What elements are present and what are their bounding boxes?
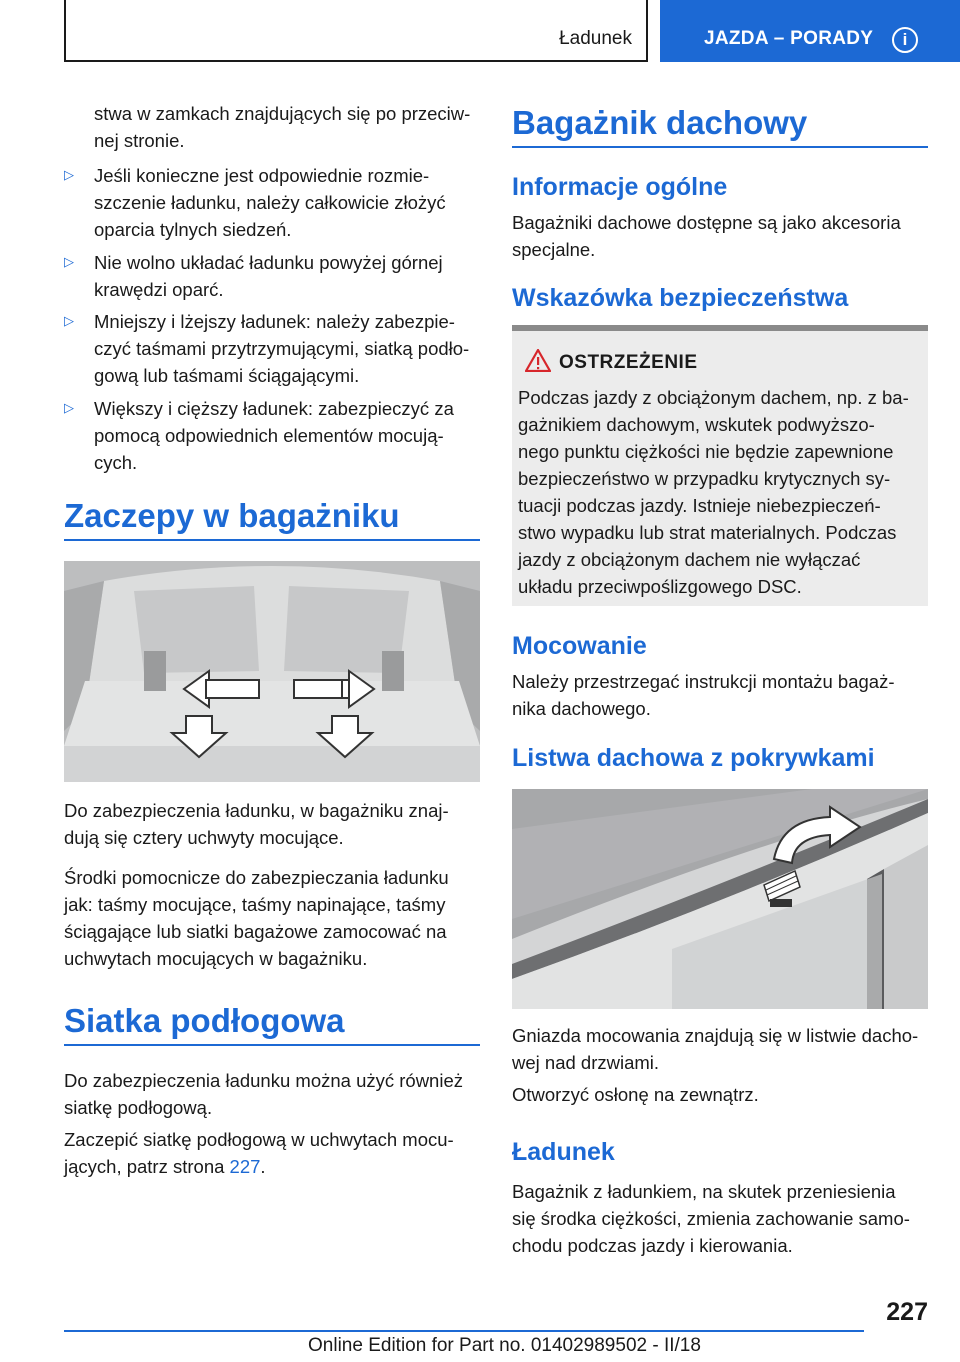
bullet-2-line-1: Nie wolno układać ładunku powyżej górnej (94, 252, 443, 273)
warning-line-4: bezpieczeństwo w przypadku krytycznych sy- (518, 468, 891, 489)
siatka-p2-prefix: jących, patrz strona (64, 1156, 230, 1177)
warning-top-bar (512, 325, 928, 331)
bullet-3-line-2: czyć taśmami przytrzymującymi, siatką podło- (94, 338, 470, 359)
siatka-p1-line-2: siatkę podłogową. (64, 1097, 213, 1118)
bullet-marker-icon: ▷ (64, 167, 74, 182)
warning-line-6: stwo wypadku lub strat materialnych. Podczas (518, 522, 897, 543)
listwa-p1-line-1: Gniazda mocowania znajdują się w listwie dacho- (512, 1025, 919, 1046)
bullet-4-line-2: pomocą odpowiednich elementów mocują- (94, 425, 444, 446)
ladunek-line-2: się środka ciężkości, zmienia zachowanie samo- (512, 1208, 910, 1229)
header-section-box (64, 0, 648, 62)
heading-rule (64, 1044, 480, 1046)
warning-box (512, 325, 928, 606)
warning-title: OSTRZEŻENIE (559, 352, 698, 373)
bullet-1-line-2: szczenie ładunku, należy całkowicie złożyć (94, 192, 446, 213)
bullet-4-line-3: cych. (94, 452, 138, 473)
warning-triangle-icon (525, 349, 551, 372)
ladunek-line-1: Bagażnik z ładunkiem, na skutek przeniesienia (512, 1181, 896, 1202)
heading-rule (512, 146, 928, 148)
bullet-4-line-1: Większy i cięższy ładunek: zabezpieczyć za (94, 398, 454, 419)
intro-line-1: stwa w zamkach znajdujących się po przeciw- (94, 103, 471, 124)
mocowanie-line-2: nika dachowego. (512, 698, 651, 719)
informacje-line-1: Bagażniki dachowe dostępne są jako akcesoria (512, 212, 901, 233)
bullet-1-line-1: Jeśli konieczne jest odpowiednie rozmie- (94, 165, 430, 186)
heading-informacje: Informacje ogólne (512, 173, 728, 201)
bullet-3-line-3: gową lub taśmami ściągającymi. (94, 365, 360, 386)
page-link[interactable]: 227 (229, 1156, 261, 1177)
heading-rule (64, 539, 480, 541)
header-chapter-title[interactable]: JAZDA – PORADY (704, 28, 874, 49)
warning-line-5: tuacji podczas jazdy. Istnieje niebezpieczeń- (518, 495, 881, 516)
zaczepy-p2-line-2: jak: taśmy mocujące, taśmy napinające, taśmy (64, 894, 446, 915)
info-icon[interactable]: i (892, 27, 918, 53)
roof-rail-illustration-svg (512, 789, 928, 1009)
informacje-line-2: specjalne. (512, 239, 596, 260)
bullet-3-line-1: Mniejszy i lżejszy ładunek: należy zabezpie- (94, 311, 455, 332)
siatka-p2-line-1: Zaczepić siatkę podłogową w uchwytach mocu- (64, 1129, 454, 1150)
warning-line-1: Podczas jazdy z obciążonym dachem, np. z ba- (518, 387, 909, 408)
bullet-1-line-3: oparcia tylnych siedzeń. (94, 219, 292, 240)
warning-line-2: gażnikiem dachowym, wskutek podwyższo- (518, 414, 875, 435)
trunk-illustration (64, 561, 480, 782)
bullet-2-line-2: krawędzi oparć. (94, 279, 224, 300)
zaczepy-p2-line-1: Środki pomocnicze do zabezpieczania ładunku (64, 867, 449, 888)
bullet-marker-icon: ▷ (64, 313, 74, 328)
zaczepy-p2-line-4: uchwytach mocujących w bagażniku. (64, 948, 368, 969)
ladunek-line-3: chodu podczas jazdy i kierowania. (512, 1235, 793, 1256)
zaczepy-p1-line-2: dują się cztery uchwyty mocujące. (64, 827, 344, 848)
heading-siatka: Siatka podłogowa (64, 1002, 345, 1039)
bullet-marker-icon: ▷ (64, 254, 74, 269)
heading-wskazowka: Wskazówka bezpieczeństwa (512, 284, 849, 312)
roof-rail-illustration (512, 789, 928, 1009)
listwa-p2: Otworzyć osłonę na zewnątrz. (512, 1084, 759, 1105)
mocowanie-line-1: Należy przestrzegać instrukcji montażu bagaż- (512, 671, 895, 692)
zaczepy-p2-line-3: ściągające lub siatki bagażowe zamocować na (64, 921, 447, 942)
siatka-p2-line-2 (64, 1153, 266, 1180)
zaczepy-p1-line-1: Do zabezpieczenia ładunku, w bagażniku znaj- (64, 800, 449, 821)
siatka-p2-suffix: . (260, 1156, 266, 1177)
bullet-marker-icon: ▷ (64, 400, 74, 415)
siatka-p1-line-1: Do zabezpieczenia ładunku można użyć również (64, 1070, 463, 1091)
page-number: 227 (886, 1298, 928, 1326)
trunk-illustration-svg (64, 561, 480, 782)
footer-rule (64, 1330, 864, 1332)
heading-ladunek: Ładunek (512, 1138, 615, 1166)
intro-line-2: nej stronie. (94, 130, 185, 151)
heading-listwa: Listwa dachowa z pokrywkami (512, 744, 875, 772)
header-chapter-box[interactable] (660, 0, 960, 62)
header-section-title: Ładunek (559, 28, 632, 49)
heading-zaczepy: Zaczepy w bagażniku (64, 497, 400, 534)
warning-line-8: układu przeciwpoślizgowego DSC. (518, 576, 802, 597)
warning-line-7: jazdy z obciążonym dachem nie wyłączać (518, 549, 861, 570)
warning-line-3: nego punktu ciężkości nie będzie zapewnione (518, 441, 894, 462)
listwa-p1-line-2: wej nad drzwiami. (512, 1052, 660, 1073)
heading-bagaznik-dachowy: Bagażnik dachowy (512, 104, 808, 141)
footer-edition: Online Edition for Part no. 01402989502 - II/18 (308, 1335, 701, 1356)
heading-mocowanie: Mocowanie (512, 632, 647, 660)
